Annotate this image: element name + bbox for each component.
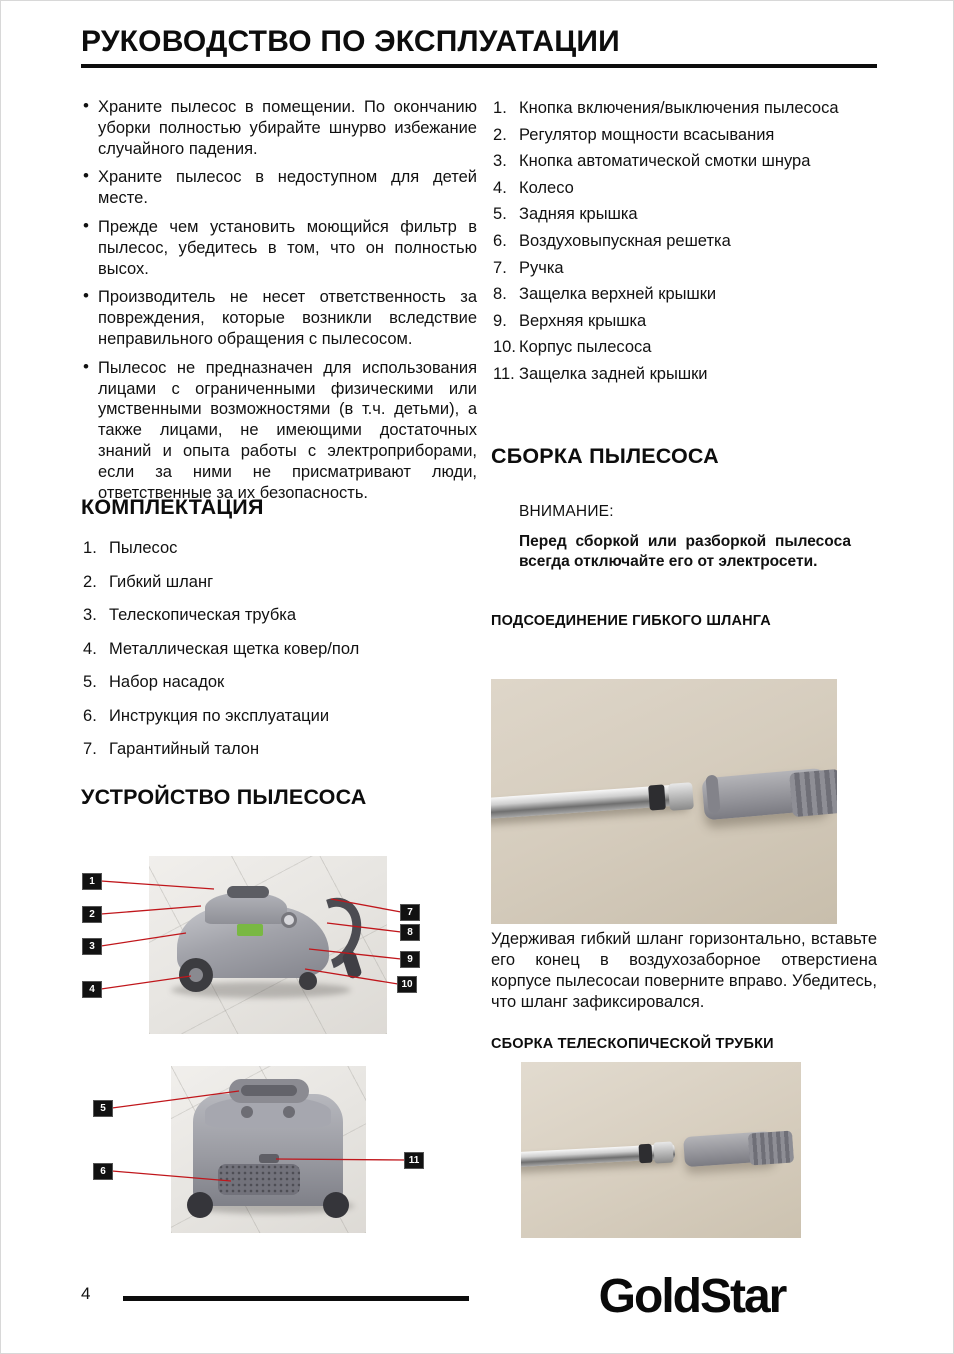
vacuum-carry-handle <box>227 886 269 898</box>
list-item: Металлическая щетка ковер/пол <box>81 639 477 660</box>
callout-5: 5 <box>94 1101 112 1116</box>
list-item: Ручка <box>491 258 877 279</box>
attention-block <box>491 503 877 572</box>
vacuum-left-wheel <box>187 1192 213 1218</box>
callout-3: 3 <box>83 939 101 954</box>
callout-10: 10 <box>398 977 416 992</box>
list-number <box>493 204 507 225</box>
tube-lock-band <box>648 784 666 810</box>
attention-text: Перед сборкой или разборкой пылесоса всегда отключайте его от электросети. <box>519 533 851 570</box>
section-title-sborka: СБОРКА ПЫЛЕСОСА <box>491 444 719 468</box>
page-number: 4 <box>81 1284 91 1303</box>
list-item: Телескопическая трубка <box>81 605 477 626</box>
header <box>81 25 877 68</box>
section-title-ustroystvo: УСТРОЙСТВО ПЫЛЕСОСА <box>81 785 367 809</box>
tube-lock-band <box>639 1144 653 1164</box>
list-item: Регулятор мощности всасывания <box>491 125 877 146</box>
list-number <box>83 672 97 693</box>
list-item: Корпус пылесоса <box>491 337 877 358</box>
title-rule <box>81 64 877 68</box>
page-title: РУКОВОДСТВО ПО ЭКСПЛУАТАЦИИ <box>81 25 620 58</box>
list-number <box>493 178 507 199</box>
list-item: Пылесос <box>81 538 477 559</box>
list-number <box>493 364 515 385</box>
list-item: Задняя крышка <box>491 204 877 225</box>
vacuum-handle-slot <box>241 1085 297 1096</box>
list-item: Верхняя крышка <box>491 311 877 332</box>
callout-4: 4 <box>83 982 101 997</box>
vacuum-button <box>283 1106 295 1118</box>
list-number <box>83 572 97 593</box>
safety-bullet: • Прежде чем установить моющийся фильтр в пылесос, убедитесь в том, что он полностью высох. <box>81 217 477 279</box>
vacuum-side-photo <box>149 856 387 1034</box>
footer-rule <box>123 1296 469 1301</box>
vacuum-exhaust-grille <box>218 1164 300 1195</box>
parts-list <box>491 98 877 391</box>
list-item: Колесо <box>491 178 877 199</box>
list-item: Воздуховыпускная решетка <box>491 231 877 252</box>
list-number <box>493 311 507 332</box>
vacuum-hose-grip <box>341 950 362 979</box>
safety-bullet: • Храните пылесос в недоступном для детей месте. <box>81 167 477 209</box>
vacuum-button <box>241 1106 253 1118</box>
hose-connection-photo <box>491 679 837 924</box>
list-number <box>83 739 97 760</box>
callout-9: 9 <box>401 952 419 967</box>
hose-instruction-paragraph: Удерживая гибкий шланг горизонтально, вставьте его конец в воздухозаборное отверстиена корпусе пылесосаи поверните вправо. Убедитесь, что шланг зафиксировался. <box>491 930 877 1011</box>
safety-bullet: • Пылесос не предназначен для использования лицами с ограниченными физическими или умственными возможностями (в т.ч. детьми), а также лицами, не имеющими достаточных знаний и опыта работы с электроприборами, если за ними не присматривают люди, ответственные за их безопасность. <box>81 358 477 504</box>
list-number <box>493 125 507 146</box>
list-item: Кнопка включения/выключения пылесоса <box>491 98 877 119</box>
brand-logo: GoldStar <box>598 1270 786 1323</box>
list-item: Набор насадок <box>81 672 477 693</box>
attention-label: ВНИМАНИЕ: <box>519 503 614 520</box>
vacuum-front-wheel <box>299 972 317 990</box>
tube-collar <box>653 1142 673 1164</box>
vacuum-rear-wheel <box>179 958 213 992</box>
list-number <box>493 231 507 252</box>
list-number <box>493 284 507 305</box>
callout-2: 2 <box>83 907 101 922</box>
safety-bullet: • Производитель не несет ответственность за повреждения, которые возникли вследствие неправильного обращения с пылесосом. <box>81 287 477 349</box>
hose-ribbed-section <box>789 769 837 817</box>
safety-bullet: • Храните пылесос в помещении. По окончанию уборки полностью убирайте шнурво избежание случайного падения. <box>81 97 477 159</box>
vacuum-front-diagram <box>81 1061 477 1236</box>
vacuum-front-photo <box>171 1066 366 1233</box>
list-item: Гибкий шланг <box>81 572 477 593</box>
callout-6: 6 <box>94 1164 112 1179</box>
callout-7: 7 <box>401 905 419 920</box>
hose-ribbed-section <box>748 1131 794 1166</box>
callout-1: 1 <box>83 874 101 889</box>
list-item: Защелка верхней крышки <box>491 284 877 305</box>
list-number <box>83 639 97 660</box>
safety-list <box>81 97 477 511</box>
callout-11: 11 <box>405 1153 423 1168</box>
telescopic-tube-photo <box>521 1062 801 1238</box>
list-item: Защелка задней крышки <box>491 364 877 385</box>
list-item: Инструкция по эксплуатации <box>81 706 477 727</box>
list-number <box>493 98 507 119</box>
vacuum-latch <box>259 1154 279 1163</box>
list-number <box>493 337 516 358</box>
vacuum-side-diagram <box>81 851 477 1036</box>
list-number <box>83 605 97 626</box>
vacuum-power-button <box>281 912 297 928</box>
list-item: Гарантийный талон <box>81 739 477 760</box>
komplektacia-list <box>81 538 477 773</box>
list-number <box>83 706 97 727</box>
section-title-komplektacia: КОМПЛЕКТАЦИЯ <box>81 495 264 519</box>
list-number <box>83 538 97 559</box>
callout-8: 8 <box>401 925 419 940</box>
vacuum-right-wheel <box>323 1192 349 1218</box>
vacuum-brand-label <box>237 924 263 936</box>
list-number <box>493 258 507 279</box>
subsection-tube-assembly: СБОРКА ТЕЛЕСКОПИЧЕСКОЙ ТРУБКИ <box>491 1036 774 1052</box>
list-number <box>493 151 507 172</box>
list-item: Кнопка автоматической смотки шнура <box>491 151 877 172</box>
tube-collar <box>668 782 694 811</box>
subsection-hose-connection: ПОДСОЕДИНЕНИЕ ГИБКОГО ШЛАНГА <box>491 613 771 629</box>
